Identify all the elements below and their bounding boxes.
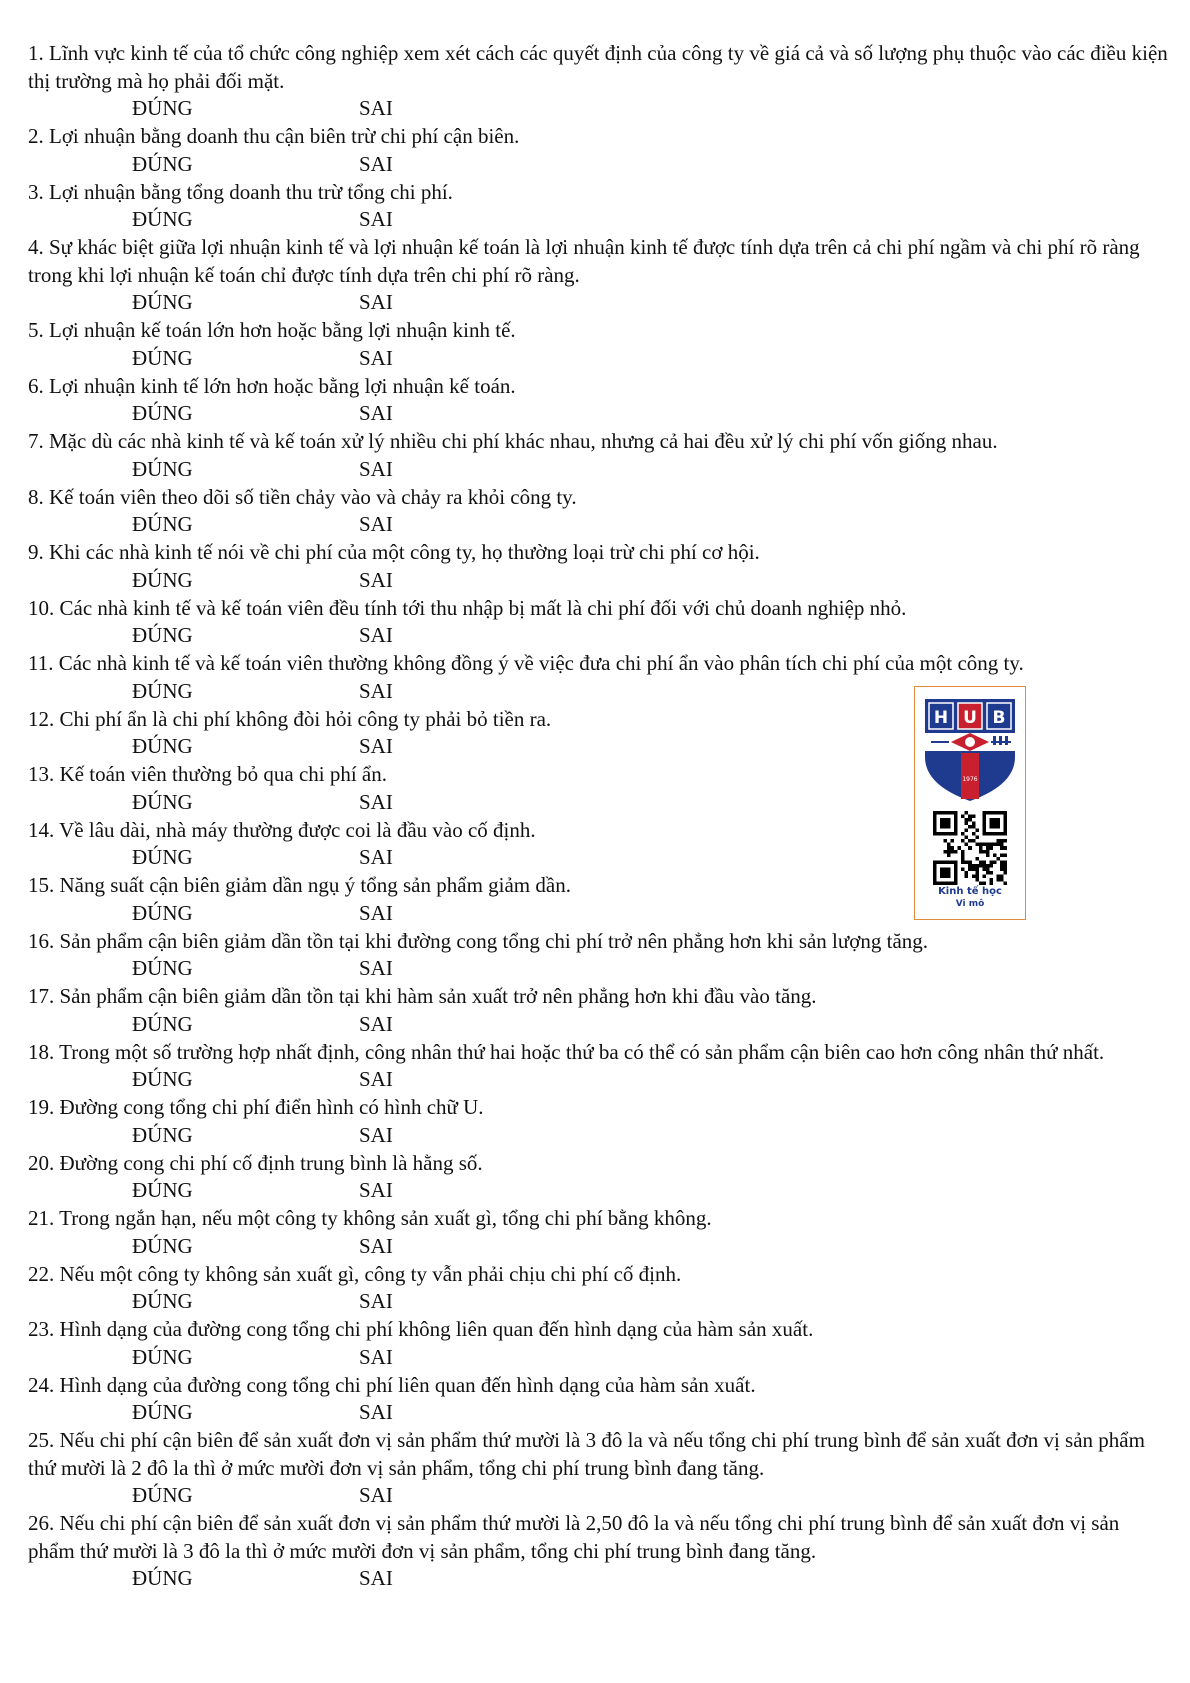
answer-options (28, 289, 1168, 317)
logo-year: 1976 (962, 776, 978, 783)
badge-caption-subtitle: Vi mô (955, 899, 985, 909)
hub-badge (914, 686, 1026, 920)
answer-options (28, 206, 1168, 234)
answer-options (28, 1482, 1168, 1510)
answer-true-option: ĐÚNG (132, 1483, 193, 1507)
question-text: 10. Các nhà kinh tế và kế toán viên đều tính tới thu nhập bị mất là chi phí đối với chủ doanh nghiệp nhỏ. (28, 595, 907, 620)
question-text: 15. Năng suất cận biên giảm dần ngụ ý tổng sản phẩm giảm dần. (28, 873, 571, 897)
answer-options (28, 95, 1168, 123)
question-item (28, 595, 1168, 651)
answer-false-option: SAI (359, 1344, 393, 1369)
answer-false-option: SAI (359, 290, 393, 314)
question-item (28, 1150, 1168, 1206)
question-text: 11. Các nhà kinh tế và kế toán viên thường không đồng ý về việc đưa chi phí ẩn vào phân tích chi phí của một công ty. (28, 651, 1024, 675)
answer-options (28, 622, 1168, 650)
answer-options (28, 1288, 1168, 1316)
answer-options (28, 400, 1168, 428)
answer-true-option: ĐÚNG (132, 956, 193, 980)
answer-false-option: SAI (359, 1289, 393, 1313)
question-text: 26. Nếu chi phí cận biên để sản xuất đơn vị sản phẩm thứ mười là 2,50 đô la và nếu tổng chi phí trung bình để sản xuất đơn vị sản phẩm thứ mười là 3 đô la thì ở mức mười đơn vị sản phẩm, tổng chi phí trung bình đang tăng. (28, 1511, 1120, 1563)
answer-true-option: ĐÚNG (132, 1178, 193, 1202)
answer-false-option: SAI (359, 900, 393, 925)
question-text: 17. Sản phẩm cận biên giảm dần tồn tại khi hàm sản xuất trở nên phẳng hơn khi đầu vào tăng. (28, 984, 817, 1008)
answer-true-option: ĐÚNG (132, 290, 193, 314)
question-item (28, 928, 1168, 984)
answer-true-option: ĐÚNG (132, 678, 193, 703)
logo-letter-u: U (963, 708, 977, 728)
answer-false-option: SAI (359, 1400, 393, 1424)
question-item (28, 179, 1168, 235)
answer-true-option: ĐÚNG (132, 401, 193, 425)
answer-options (28, 1122, 1168, 1150)
question-text: 23. Hình dạng của đường cong tổng chi phí không liên quan đến hình dạng của hàm sản xuất. (28, 1317, 814, 1341)
answer-true-option: ĐÚNG (132, 1400, 193, 1424)
answer-true-option: ĐÚNG (132, 96, 193, 120)
answer-options (28, 1233, 1168, 1261)
answer-false-option: SAI (359, 845, 393, 869)
answer-false-option: SAI (359, 151, 393, 176)
answer-options (28, 345, 1168, 373)
answer-false-option: SAI (359, 456, 393, 481)
question-item (28, 1427, 1168, 1510)
logo-letter-h: H (933, 708, 949, 728)
answer-false-option: SAI (359, 401, 393, 425)
question-item (28, 484, 1168, 540)
question-text: 5. Lợi nhuận kế toán lớn hơn hoặc bằng lợi nhuận kinh tế. (28, 318, 516, 342)
question-item (28, 1205, 1168, 1261)
answer-options (28, 151, 1168, 179)
question-item (28, 317, 1168, 373)
answer-true-option: ĐÚNG (132, 845, 193, 869)
answer-true-option: ĐÚNG (132, 1067, 193, 1091)
question-text: 16. Sản phẩm cận biên giảm dần tồn tại khi đường cong tổng chi phí trở nên phẳng hơn khi sản lượng tăng. (28, 928, 929, 953)
answer-false-option: SAI (359, 96, 393, 120)
answer-options (28, 567, 1168, 595)
answer-false-option: SAI (359, 734, 393, 758)
question-text: 3. Lợi nhuận bằng tổng doanh thu trừ tổng chi phí. (28, 179, 453, 204)
answer-false-option: SAI (359, 1122, 393, 1147)
question-item (28, 1261, 1168, 1317)
answer-true-option: ĐÚNG (132, 623, 193, 647)
answer-true-option: ĐÚNG (132, 734, 193, 758)
answer-true-option: ĐÚNG (132, 207, 193, 231)
answer-false-option: SAI (359, 567, 393, 592)
question-text: 14. Về lâu dài, nhà máy thường được coi là đầu vào cố định. (28, 817, 536, 842)
question-item (28, 373, 1168, 429)
question-item (28, 1372, 1168, 1428)
question-text: 1. Lĩnh vực kinh tế của tổ chức công nghiệp xem xét cách các quyết định của công ty về giá cả và số lượng phụ thuộc vào các điều kiện thị trường mà họ phải đối mặt. (28, 41, 1168, 93)
answer-true-option: ĐÚNG (132, 1011, 193, 1036)
question-text: 18. Trong một số trường hợp nhất định, công nhân thứ hai hoặc thứ ba có thể có sản phẩm cận biên cao hơn công nhân thứ nhất. (28, 1039, 1105, 1064)
answer-options (28, 1066, 1168, 1094)
question-text: 24. Hình dạng của đường cong tổng chi phí liên quan đến hình dạng của hàm sản xuất. (28, 1372, 756, 1397)
question-text: 7. Mặc dù các nhà kinh tế và kế toán xử lý nhiều chi phí khác nhau, nhưng cả hai đều xử lý chi phí vốn giống nhau. (28, 429, 998, 453)
answer-options (28, 456, 1168, 484)
question-text: 20. Đường cong chi phí cố định trung bình là hằng số. (28, 1150, 483, 1175)
answer-options (28, 955, 1168, 983)
logo-letter-b: B (992, 708, 1006, 728)
question-item (28, 539, 1168, 595)
answer-false-option: SAI (359, 678, 393, 703)
answer-false-option: SAI (359, 345, 393, 370)
answer-true-option: ĐÚNG (132, 345, 193, 370)
answer-false-option: SAI (359, 207, 393, 231)
question-item (28, 1094, 1168, 1150)
question-text: 6. Lợi nhuận kinh tế lớn hơn hoặc bằng lợi nhuận kế toán. (28, 373, 516, 398)
question-text: 19. Đường cong tổng chi phí điển hình có hình chữ U. (28, 1095, 484, 1119)
answer-options (28, 1565, 1168, 1593)
answer-true-option: ĐÚNG (132, 1289, 193, 1313)
answer-false-option: SAI (359, 1483, 393, 1507)
question-text: 12. Chi phí ẩn là chi phí không đòi hỏi công ty phải bỏ tiền ra. (28, 706, 552, 731)
answer-true-option: ĐÚNG (132, 567, 193, 592)
question-text: 4. Sự khác biệt giữa lợi nhuận kinh tế và lợi nhuận kế toán là lợi nhuận kinh tế được tính dựa trên cả chi phí ngầm và chi phí rõ ràng trong khi lợi nhuận kế toán chỉ được tính dựa trên chi phí rõ ràng. (28, 235, 1140, 287)
question-item (28, 40, 1168, 123)
answer-true-option: ĐÚNG (132, 789, 193, 814)
answer-options (28, 1011, 1168, 1039)
question-item (28, 234, 1168, 317)
question-text: 8. Kế toán viên theo dõi số tiền chảy vào và chảy ra khỏi công ty. (28, 484, 577, 509)
answer-false-option: SAI (359, 1011, 393, 1036)
answer-true-option: ĐÚNG (132, 512, 193, 536)
answer-false-option: SAI (359, 623, 393, 647)
answer-true-option: ĐÚNG (132, 456, 193, 481)
hub-logo-icon (921, 695, 1019, 805)
badge-caption-title: Kinh tế học (938, 886, 1002, 897)
answer-true-option: ĐÚNG (132, 900, 193, 925)
answer-true-option: ĐÚNG (132, 1344, 193, 1369)
answer-options (28, 1399, 1168, 1427)
question-text: 13. Kế toán viên thường bỏ qua chi phí ẩn. (28, 762, 387, 786)
answer-true-option: ĐÚNG (132, 1233, 193, 1258)
question-item (28, 983, 1168, 1039)
answer-false-option: SAI (359, 789, 393, 814)
question-text: 25. Nếu chi phí cận biên để sản xuất đơn vị sản phẩm thứ mười là 3 đô la và nếu tổng chi phí trung bình để sản xuất đơn vị sản phẩm thứ mười là 2 đô la thì ở mức mười đơn vị sản phẩm, tổng chi phí trung bình đang tăng. (28, 1428, 1145, 1480)
answer-false-option: SAI (359, 1178, 393, 1202)
question-item (28, 1039, 1168, 1095)
question-item (28, 1510, 1168, 1593)
question-item (28, 1316, 1168, 1372)
qr-code-icon (933, 811, 1007, 885)
answer-true-option: ĐÚNG (132, 1122, 193, 1147)
answer-false-option: SAI (359, 1067, 393, 1091)
question-text: 21. Trong ngắn hạn, nếu một công ty không sản xuất gì, tổng chi phí bằng không. (28, 1206, 712, 1230)
question-item (28, 428, 1168, 484)
answer-options (28, 511, 1168, 539)
question-text: 2. Lợi nhuận bằng doanh thu cận biên trừ chi phí cận biên. (28, 124, 520, 148)
answer-false-option: SAI (359, 1566, 393, 1590)
answer-true-option: ĐÚNG (132, 1566, 193, 1590)
answer-false-option: SAI (359, 1233, 393, 1258)
question-text: 9. Khi các nhà kinh tế nói về chi phí của một công ty, họ thường loại trừ chi phí cơ hội. (28, 540, 760, 564)
answer-true-option: ĐÚNG (132, 151, 193, 176)
answer-options (28, 1344, 1168, 1372)
answer-false-option: SAI (359, 512, 393, 536)
answer-options (28, 1177, 1168, 1205)
question-item (28, 123, 1168, 179)
answer-false-option: SAI (359, 956, 393, 980)
question-text: 22. Nếu một công ty không sản xuất gì, công ty vẫn phải chịu chi phí cố định. (28, 1261, 682, 1286)
